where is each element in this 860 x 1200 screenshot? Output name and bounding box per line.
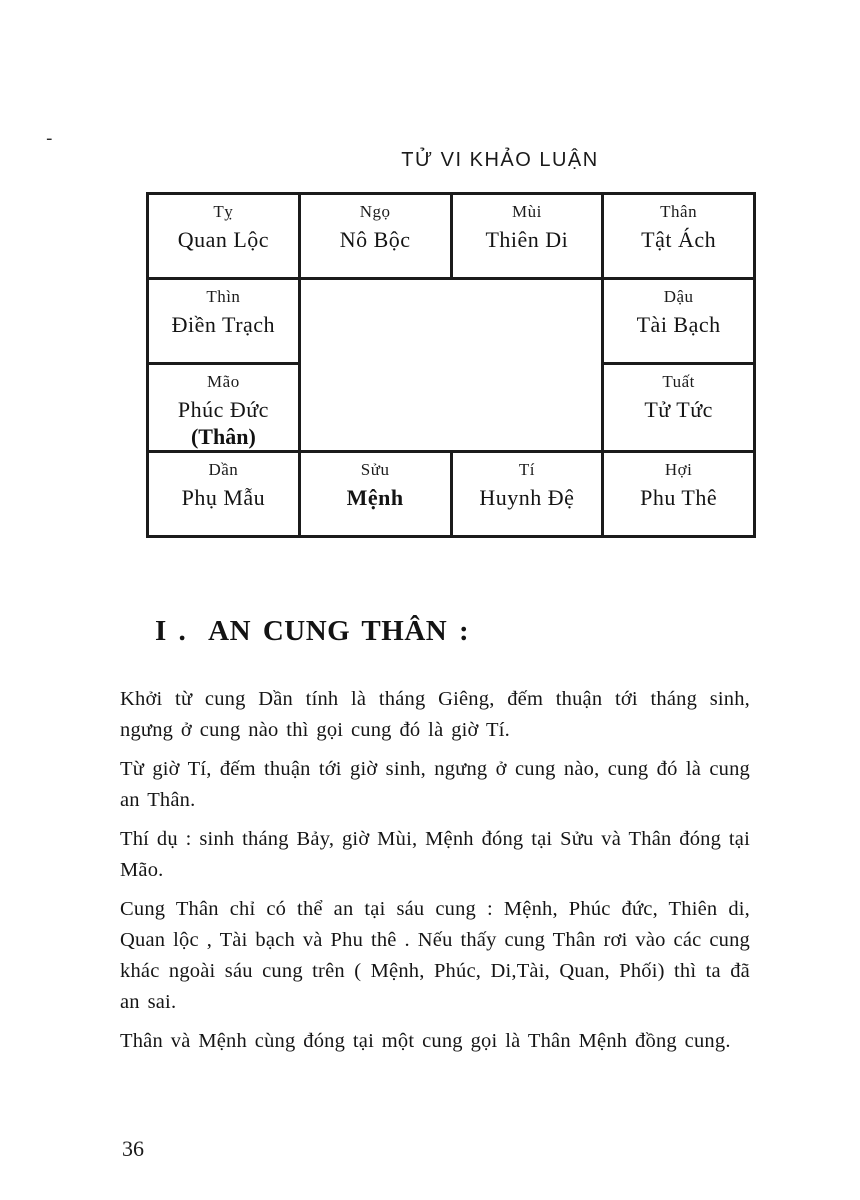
branch-label: Hợi bbox=[664, 460, 693, 479]
branch-label: Tuất bbox=[662, 372, 695, 391]
palace-cell-huynh-de bbox=[451, 452, 603, 537]
branch-label: Ngọ bbox=[359, 202, 391, 221]
palace-cell-no-boc bbox=[299, 194, 451, 279]
branch-label: Tí bbox=[518, 460, 535, 479]
palace-label: Quan Lộc bbox=[177, 227, 270, 252]
palace-cell-tai-bach bbox=[603, 279, 755, 364]
palace-label: Tử Tức bbox=[644, 397, 713, 422]
palace-cell-phuc-duc bbox=[148, 364, 300, 452]
palace-label: Thiên Di bbox=[485, 227, 569, 252]
branch-label: Mùi bbox=[511, 202, 542, 221]
palace-cell-phu-mau bbox=[148, 452, 300, 537]
palace-label: Phúc Đức bbox=[177, 397, 269, 422]
than-note-label: (Thân) bbox=[190, 424, 256, 449]
palace-label: Phu Thê bbox=[640, 485, 718, 510]
section-heading: I . AN CUNG THÂN : bbox=[155, 615, 470, 647]
palace-label: Phụ Mẫu bbox=[181, 485, 266, 510]
palace-chart-table bbox=[146, 192, 756, 538]
chart-row-1 bbox=[148, 194, 755, 279]
branch-label: Dậu bbox=[663, 287, 694, 306]
paragraph-5: Thân và Mệnh cùng đóng tại một cung gọi là Thân Mệnh đồng cung. bbox=[120, 1030, 731, 1052]
branch-label: Dần bbox=[208, 460, 239, 479]
palace-cell-dien-trach bbox=[148, 279, 300, 364]
branch-label: Thân bbox=[660, 202, 698, 221]
palace-cell-thien-di bbox=[451, 194, 603, 279]
paragraph-2: Từ giờ Tí, đếm thuận tới giờ sinh, ngưng ở cung nào, cung đó là cung an Thân. bbox=[120, 758, 750, 811]
paragraph-3: Thí dụ : sinh tháng Bảy, giờ Mùi, Mệnh đóng tại Sửu và Thân đóng tại Mão. bbox=[120, 828, 750, 881]
body-text-block bbox=[120, 684, 750, 1065]
chart-row-4 bbox=[148, 452, 755, 537]
paragraph-4: Cung Thân chỉ có thể an tại sáu cung : Mệnh, Phúc đức, Thiên di, Quan lộc , Tài bạch và Phu thê . Nếu thấy cung Thân rơi vào các cung khác ngoài sáu cung trên ( Mệnh, Phúc, Di,Tài, Quan, Phối) thì ta đã an sai. bbox=[120, 898, 750, 1013]
running-title: TỬ VI KHẢO LUẬN bbox=[401, 149, 599, 171]
paragraph-1: Khởi từ cung Dần tính là tháng Giêng, đếm thuận tới tháng sinh, ngưng ở cung nào thì gọi cung đó là giờ Tí. bbox=[120, 688, 750, 741]
palace-label: Nô Bộc bbox=[339, 227, 411, 252]
branch-label: Sửu bbox=[360, 460, 390, 479]
palace-cell-tu-tuc bbox=[603, 364, 755, 452]
chart-row-2 bbox=[148, 279, 755, 364]
palace-label: Điền Trạch bbox=[171, 312, 276, 337]
page-number: 36 bbox=[122, 1136, 144, 1161]
palace-label: Tật Ách bbox=[641, 227, 717, 252]
branch-label: Thìn bbox=[206, 287, 241, 306]
palace-label: Mệnh bbox=[346, 485, 404, 510]
palace-label: Huynh Đệ bbox=[479, 485, 575, 510]
stray-scan-mark: - bbox=[46, 128, 53, 149]
palace-cell-quan-loc bbox=[148, 194, 300, 279]
palace-cell-phu-the bbox=[603, 452, 755, 537]
branch-label: Tỵ bbox=[213, 202, 234, 221]
chart-center-empty bbox=[299, 279, 603, 452]
palace-cell-tat-ach bbox=[603, 194, 755, 279]
palace-label: Tài Bạch bbox=[636, 312, 721, 337]
palace-cell-menh bbox=[299, 452, 451, 537]
branch-label: Mão bbox=[207, 372, 240, 391]
